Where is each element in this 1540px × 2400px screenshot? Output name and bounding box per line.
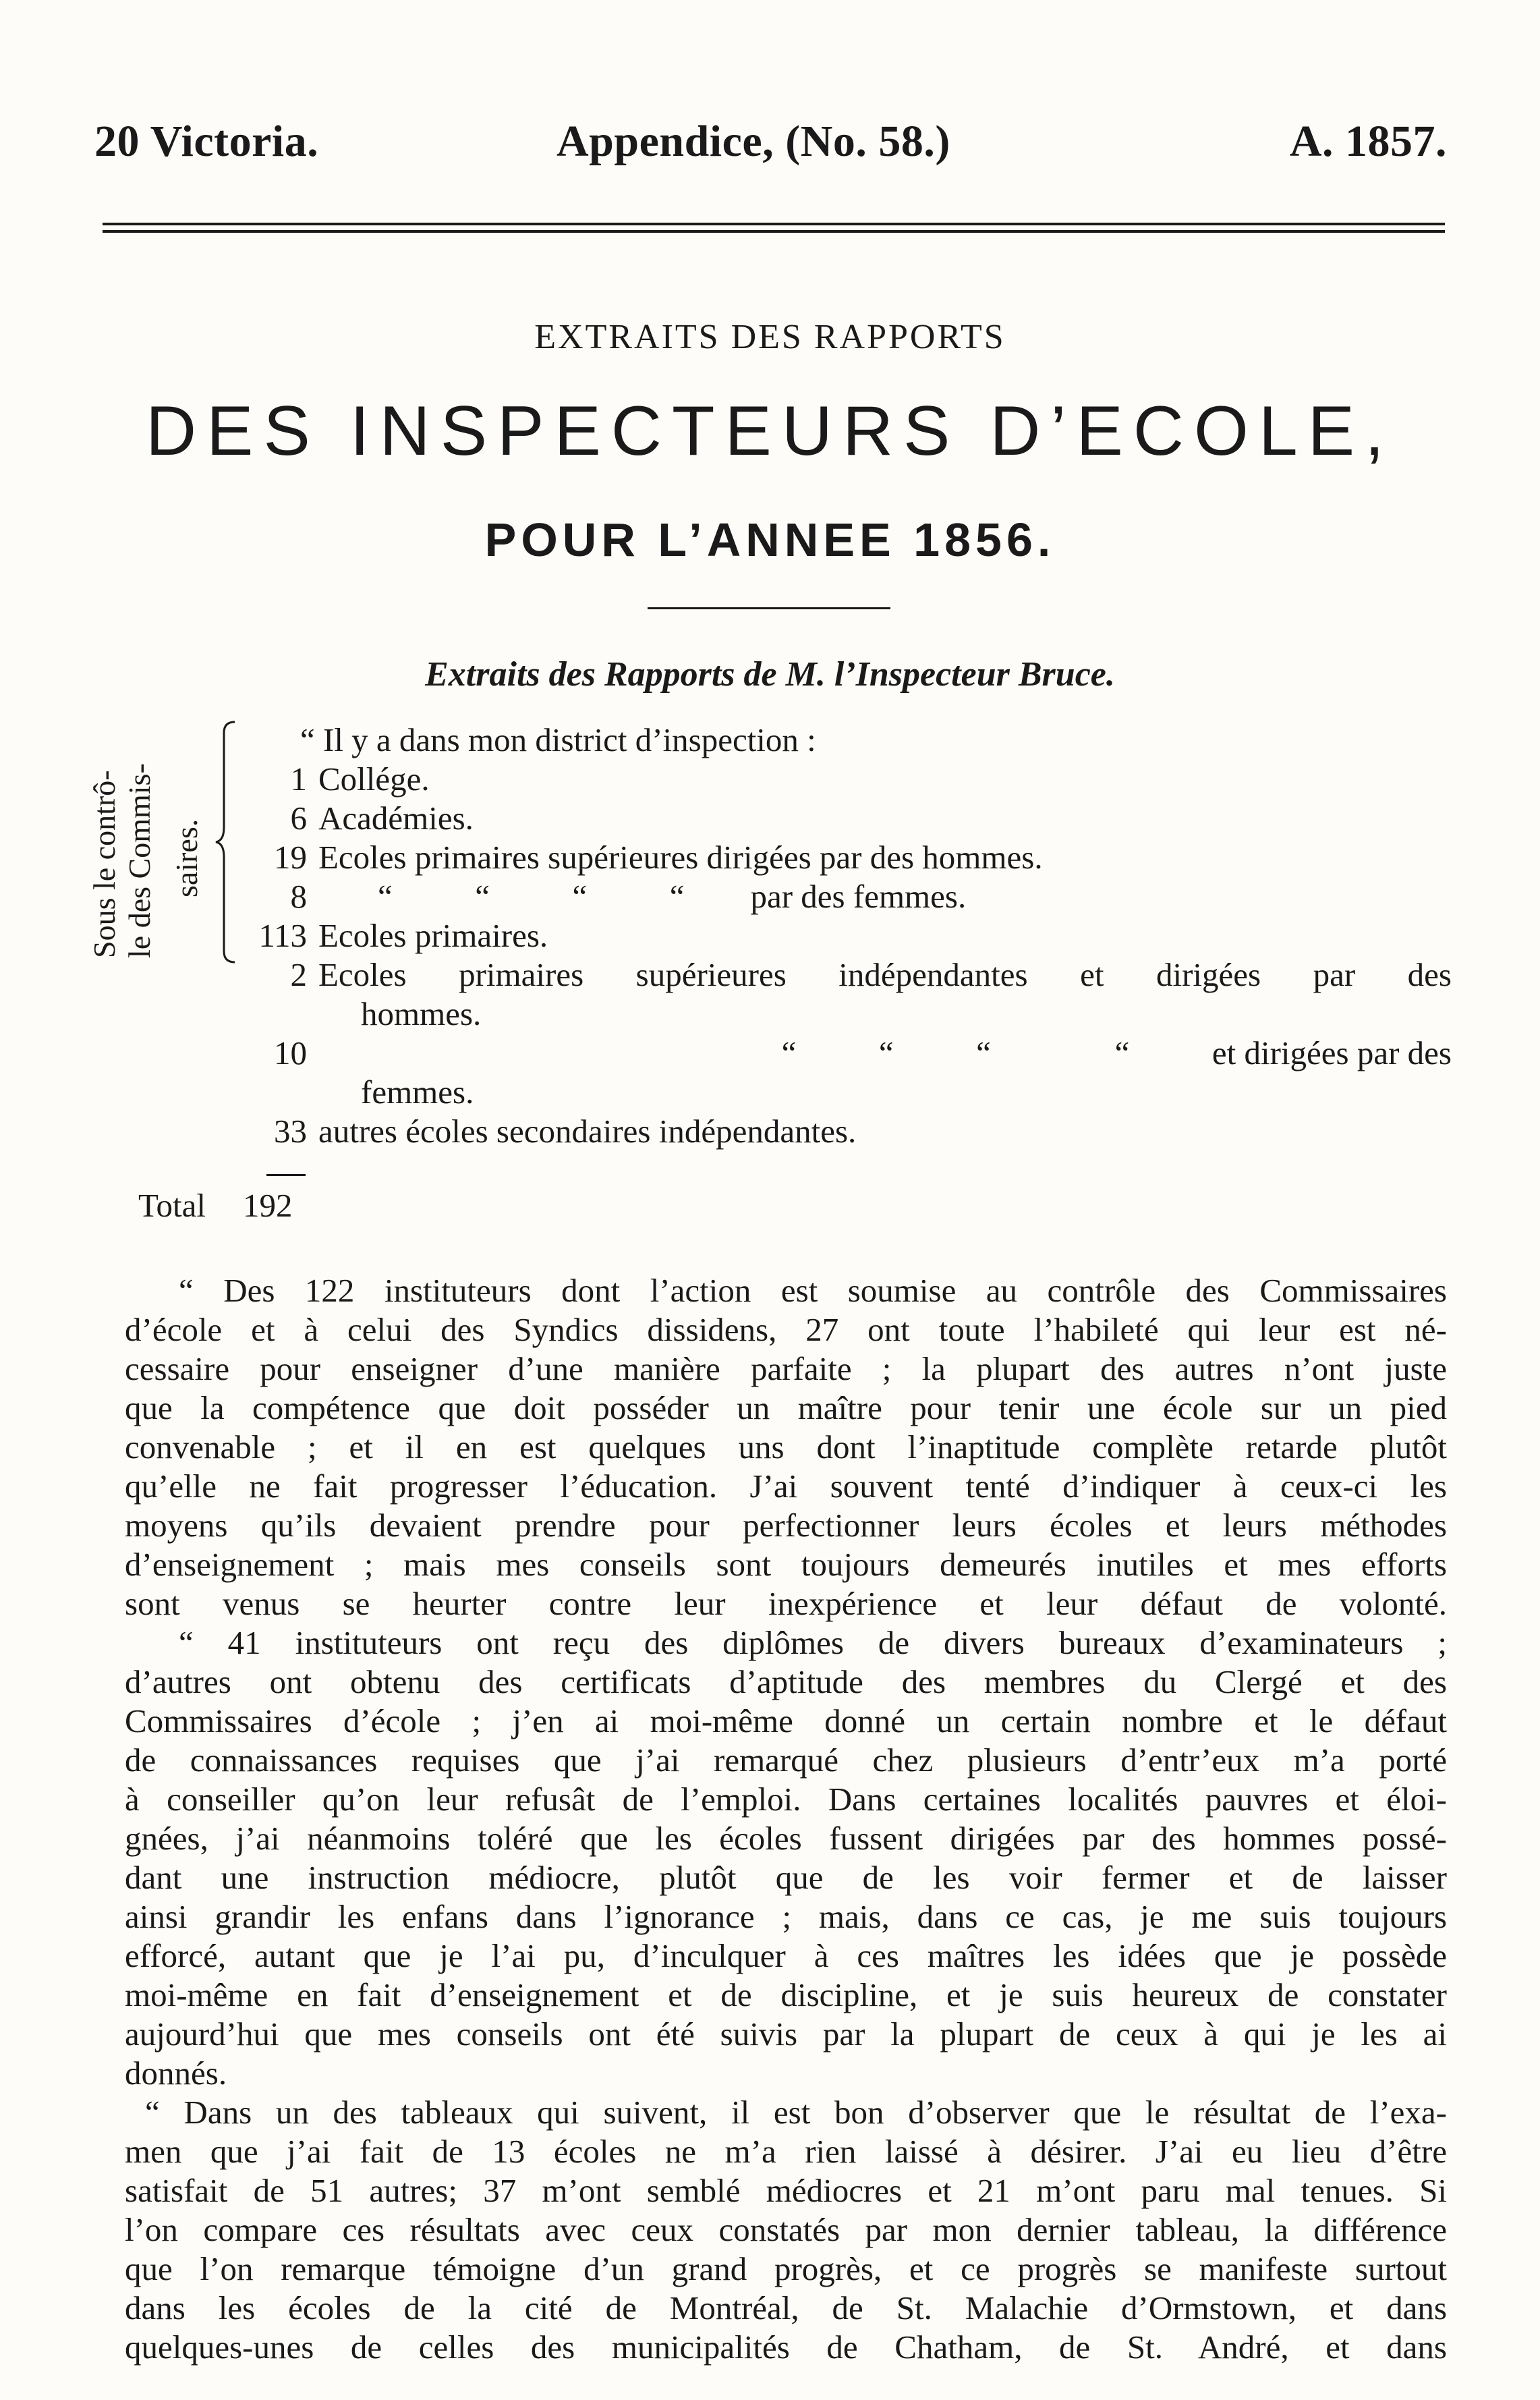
listing-intro: “ Il y a dans mon district d’inspection : <box>300 721 816 758</box>
listing-item: “ “ “ “ et dirigées par des <box>781 1034 1452 1071</box>
side-label-line2: le des Commis- <box>122 763 156 958</box>
paragraph-2-line: Commissaires d’école ; j’en ai moi-même donné un certain nombre et le défaut <box>125 1702 1447 1739</box>
listing-item: autres écoles secondaires indépendantes. <box>318 1113 857 1150</box>
paragraph-3-line: men que j’ai fait de 13 écoles ne m’a rien laissé à désirer. J’ai eu lieu d’être <box>125 2133 1447 2170</box>
header-year: A. 1857. <box>1289 117 1447 166</box>
paragraph-1-line: “ Des 122 instituteurs dont l’action est soumise au contrôle des Commissaires <box>179 1272 1447 1309</box>
paragraph-2-line: donnés. <box>125 2055 227 2092</box>
total-rule <box>266 1174 306 1176</box>
header-double-rule <box>103 223 1445 233</box>
listing-number: 10 <box>274 1034 307 1071</box>
paragraph-3-line: dans les écoles de la cité de Montréal, de St. Malachie d’Ormstown, et dans <box>125 2289 1447 2326</box>
listing-number: 8 <box>290 878 307 915</box>
subtitle-bruce: Extraits des Rapports de M. l’Inspecteur Bruce. <box>425 655 1115 694</box>
listing-number: 6 <box>290 800 307 837</box>
paragraph-3-line: quelques-unes de celles des municipalités de Chatham, de St. André, et dans <box>125 2328 1447 2366</box>
paragraph-1-line: d’école et à celui des Syndics dissidens, 27 ont toute l’habileté qui leur est né- <box>125 1311 1447 1348</box>
listing-number: 2 <box>290 956 307 993</box>
paragraph-2-line: à conseiller qu’on leur refusât de l’emploi. Dans certaines localités pauvres et éloi- <box>125 1781 1447 1818</box>
title-extracts: EXTRAITS DES RAPPORTS <box>534 318 1006 356</box>
listing-item: Académies. <box>318 800 474 837</box>
paragraph-2-line: efforcé, autant que je l’ai pu, d’inculquer à ces maîtres les idées que je possède <box>125 1937 1447 1974</box>
paragraph-2-line: d’autres ont obtenu des certificats d’aptitude des membres du Clergé et des <box>125 1663 1447 1700</box>
paragraph-2-line: moi-même en fait d’enseignement et de discipline, et je suis heureux de constater <box>125 1976 1447 2013</box>
listing-item-continuation: femmes. <box>361 1073 474 1111</box>
listing-item: Ecoles primaires supérieures indépendantes et dirigées par des <box>318 956 1452 993</box>
listing-item-continuation: hommes. <box>361 995 482 1032</box>
paragraph-1-line: sont venus se heurter contre leur inexpérience et leur défaut de volonté. <box>125 1585 1447 1622</box>
paragraph-2-line: de connaissances requises que j’ai remarqué chez plusieurs d’entr’eux m’a porté <box>125 1741 1447 1779</box>
total-value: 192 <box>243 1187 293 1224</box>
listing-item: Collége. <box>318 760 430 798</box>
header-session: 20 Victoria. <box>94 117 319 166</box>
paragraph-2-line: “ 41 instituteurs ont reçu des diplômes de divers bureaux d’examinateurs ; <box>179 1624 1447 1661</box>
total-label: Total <box>138 1187 206 1224</box>
paragraph-1-line: moyens qu’ils devaient prendre pour perfectionner leurs écoles et leurs méthodes <box>125 1507 1447 1544</box>
title-short-rule <box>648 607 890 609</box>
paragraph-3-line: que l’on remarque témoigne d’un grand progrès, et ce progrès se manifeste surtout <box>125 2250 1447 2287</box>
paragraph-2-line: aujourd’hui que mes conseils ont été suivis par la plupart de ceux à qui je les ai <box>125 2015 1447 2053</box>
paragraph-2-line: dant une instruction médiocre, plutôt que de les voir fermer et de laisser <box>125 1859 1447 1896</box>
title-year: POUR L’ANNEE 1856. <box>484 513 1056 566</box>
listing-number: 33 <box>274 1113 307 1150</box>
paragraph-3-line: “ Dans un des tableaux qui suivent, il est bon d’observer que le résultat de l’exa- <box>145 2094 1447 2131</box>
listing-number: 113 <box>258 917 307 954</box>
side-label-line3: saires. <box>169 818 204 897</box>
paragraph-1-line: cessaire pour enseigner d’une manière parfaite ; la plupart des autres n’ont juste <box>125 1350 1447 1387</box>
listing-item: “ “ “ “ par des femmes. <box>378 878 967 915</box>
listing-number: 19 <box>274 839 307 876</box>
paragraph-1-line: que la compétence que doit posséder un maître pour tenir une école sur un pied <box>125 1389 1447 1426</box>
paragraph-2-line: ainsi grandir les enfans dans l’ignorance ; mais, dans ce cas, je me suis toujours <box>125 1898 1447 1935</box>
paragraph-2-line: gnées, j’ai néanmoins toléré que les écoles fussent dirigées par des hommes possé- <box>125 1820 1447 1857</box>
side-label-line1: Sous le contrô- <box>87 770 121 958</box>
title-inspectors: DES INSPECTEURS D’ECOLE, <box>146 392 1394 470</box>
paragraph-1-line: convenable ; et il en est quelques uns dont l’inaptitude complète retarde plutôt <box>125 1428 1447 1466</box>
listing-number: 1 <box>290 760 307 798</box>
paragraph-3-line: l’on compare ces résultats avec ceux constatés par mon dernier tableau, la différence <box>125 2211 1447 2248</box>
paragraph-1-line: qu’elle ne fait progresser l’éducation. J’ai souvent tenté d’indiquer à ceux-ci les <box>125 1468 1447 1505</box>
listing-item: Ecoles primaires. <box>318 917 548 954</box>
header-appendix: Appendice, (No. 58.) <box>557 117 950 166</box>
paragraph-1-line: d’enseignement ; mais mes conseils sont toujours demeurés inutiles et mes efforts <box>125 1546 1447 1583</box>
paragraph-3-line: satisfait de 51 autres; 37 m’ont semblé médiocres et 21 m’ont paru mal tenues. Si <box>125 2172 1447 2209</box>
listing-item: Ecoles primaires supérieures dirigées par des hommes. <box>318 839 1043 876</box>
